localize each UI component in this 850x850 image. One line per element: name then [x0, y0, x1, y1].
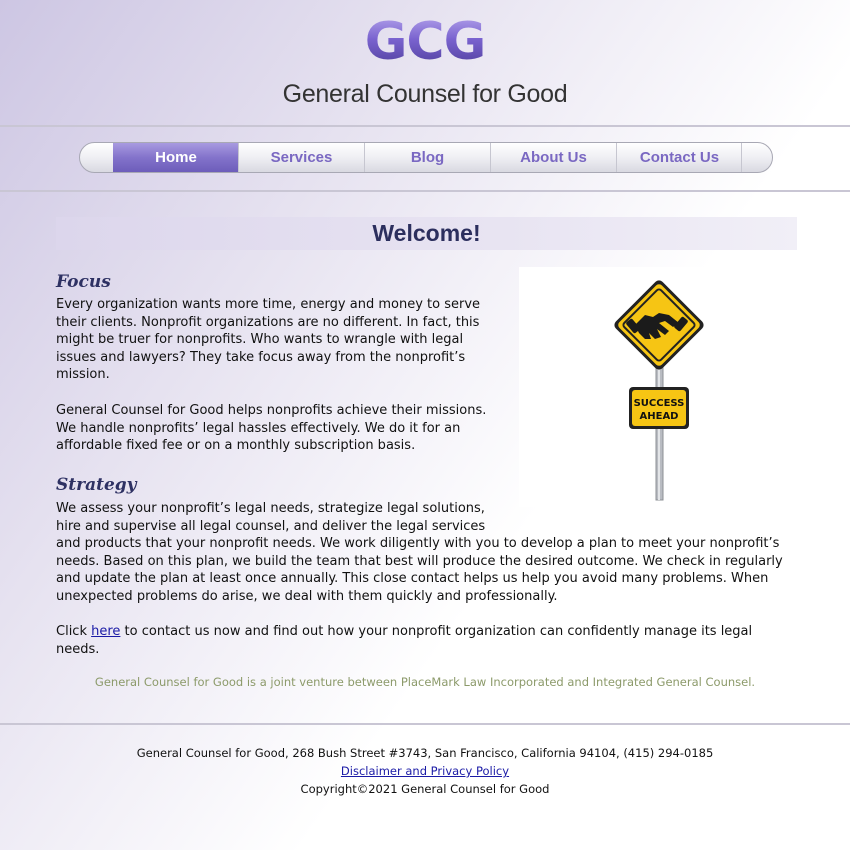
focus-paragraph-1 — [56, 296, 480, 384]
cta-paragraph — [56, 623, 752, 658]
divider-footer — [0, 723, 850, 725]
joint-venture-note: General Counsel for Good is a joint venture between PlaceMark Law Incorporated and Integrated General Counsel. — [94, 675, 756, 689]
cta-text-after: to contact us now and find out how your nonprofit organization can confidently manage its legal — [120, 624, 753, 639]
cta-line-2: needs. — [56, 641, 100, 657]
logo-mark[interactable]: GCG — [0, 12, 850, 72]
cta-text-before: Click — [56, 624, 92, 639]
strategy-paragraph — [56, 500, 783, 605]
success-ahead-sign-image — [519, 267, 799, 507]
nav-end-divider — [741, 143, 742, 172]
text-line: mission. — [56, 367, 110, 382]
text-line: hire and supervise all legal counsel, and deliver the legal services — [56, 518, 486, 534]
nav-blog[interactable]: Blog — [364, 143, 490, 172]
nav-services[interactable]: Services — [238, 143, 364, 172]
nav-contact-us[interactable]: Contact Us — [616, 143, 742, 172]
footer-links — [0, 764, 850, 778]
site-header — [0, 0, 850, 125]
footer-address: General Counsel for Good, 268 Bush Street #3743, San Francisco, California 94104, (415) 294-0185 — [136, 746, 714, 760]
text-line: and products that your nonprofit needs. We work diligently with you to develop a plan to meet your nonprofit’s — [56, 536, 780, 551]
nav-home[interactable]: Home — [113, 143, 239, 172]
disclaimer-privacy-link[interactable]: Disclaimer and Privacy Policy — [340, 764, 510, 778]
focus-paragraph-2 — [56, 402, 486, 455]
text-line: unexpected problems do arise, we deal with them quickly and professionally. — [56, 588, 558, 604]
divider-top — [0, 125, 850, 127]
sign-text-ahead: AHEAD — [639, 411, 679, 422]
strategy-heading: Strategy — [56, 475, 137, 495]
text-line: their clients. Nonprofit organizations are no different. In fact, this — [56, 314, 480, 330]
logo-name: General Counsel for Good — [282, 80, 568, 108]
text-line: needs. Based on this plan, we build the team that best will produce the desired outcome. We check in regularly — [56, 553, 783, 569]
text-line: Every organization wants more time, energy and money to serve — [56, 297, 481, 312]
nav-about-us[interactable]: About Us — [490, 143, 616, 172]
divider-nav — [0, 190, 850, 192]
sign-illustration — [519, 267, 799, 507]
contact-here-link[interactable]: here — [91, 624, 121, 639]
text-line: might be truer for nonprofits. Who wants to wrangle with legal — [56, 332, 464, 347]
text-line: General Counsel for Good helps nonprofits achieve their missions. — [56, 403, 487, 418]
welcome-heading: Welcome! — [56, 217, 797, 250]
text-line: and update the plan at least once annually. This close contact helps us help you avoid many problems. When — [56, 571, 769, 586]
cta-line — [56, 623, 752, 641]
text-line: affordable fixed fee or on a monthly subscription basis. — [56, 438, 416, 453]
focus-heading: Focus — [56, 272, 111, 292]
text-line: We handle nonprofits’ legal hassles effectively. We do it for an — [56, 420, 461, 436]
footer-copyright: Copyright©2021 General Counsel for Good — [300, 782, 550, 796]
sign-text-success: SUCCESS — [633, 398, 685, 409]
text-line: issues and lawyers? They take focus away from the nonprofit’s — [56, 349, 466, 365]
text-line: We assess your nonprofit’s legal needs, strategize legal solutions, — [56, 501, 485, 516]
main-nav — [79, 142, 773, 173]
